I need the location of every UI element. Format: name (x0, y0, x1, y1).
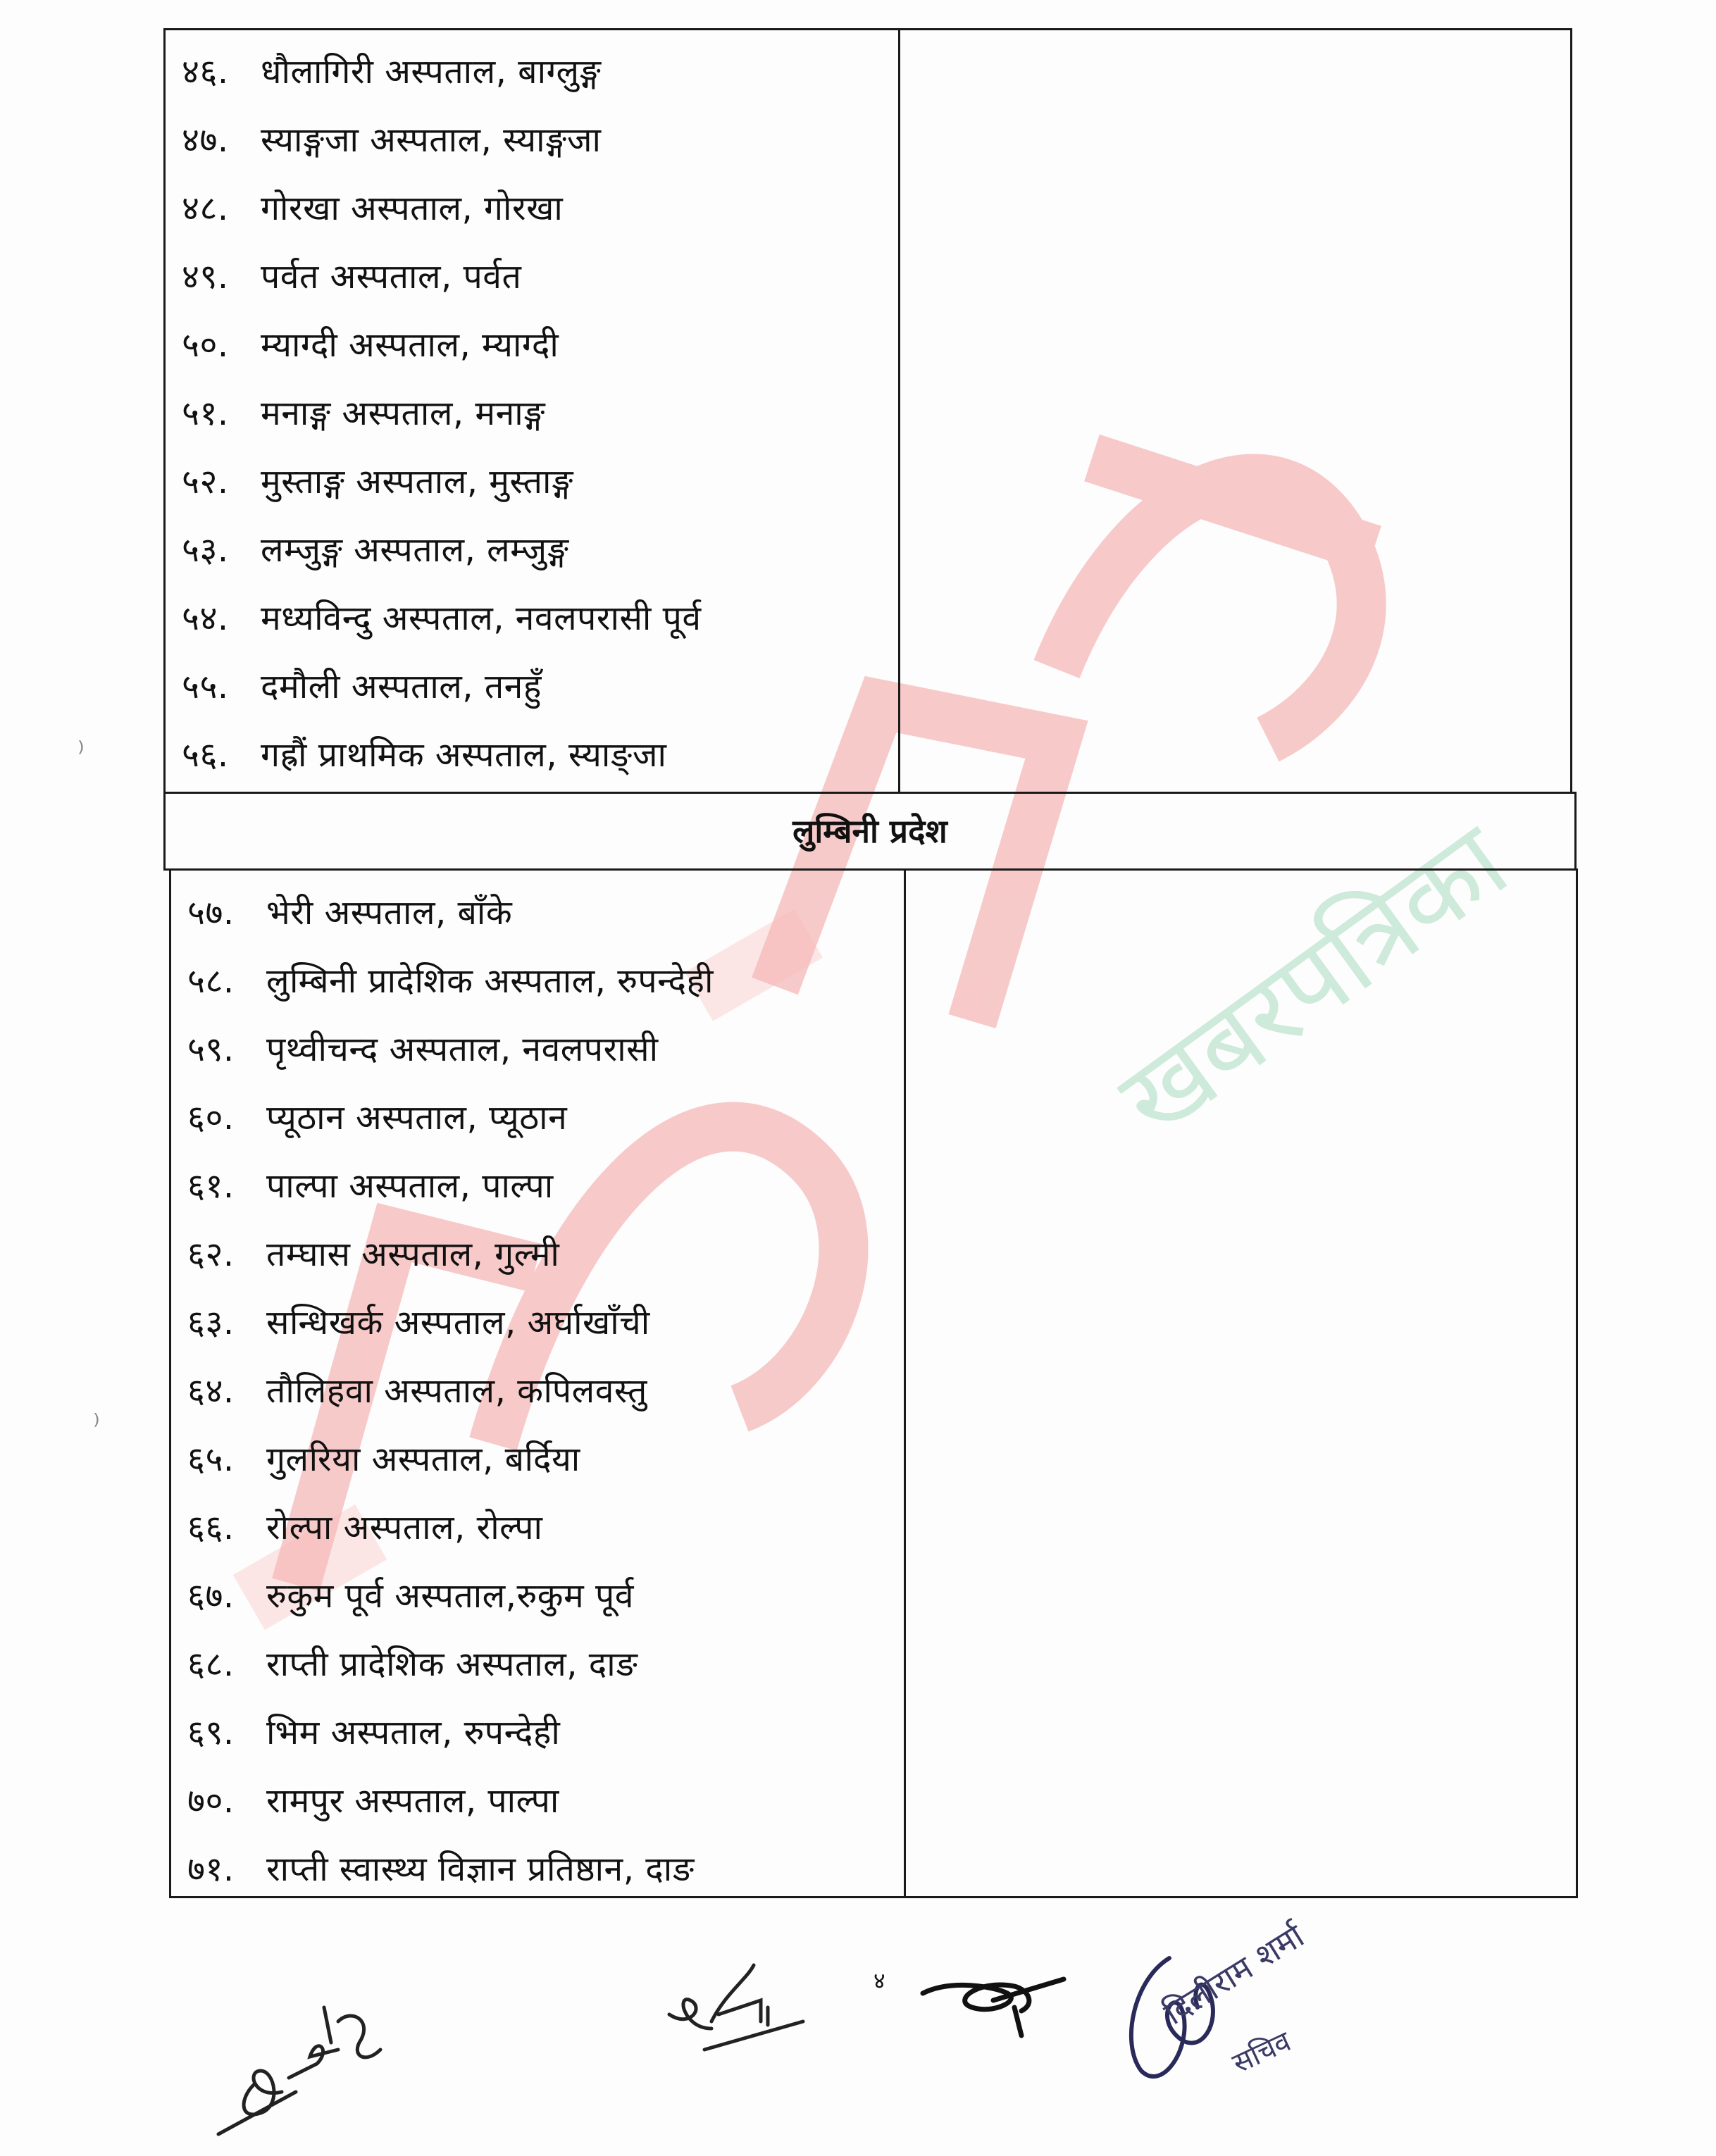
item-text: प्यूठान अस्पताल, प्यूठान (266, 1098, 568, 1138)
item-text: म्याग्दी अस्पताल, म्याग्दी (261, 325, 559, 365)
item-number: ५२. (182, 462, 229, 501)
list-item (182, 311, 702, 380)
item-text: राप्ती स्वास्थ्य विज्ञान प्रतिष्ठान, दाङ (266, 1850, 695, 1889)
list-item (182, 380, 702, 448)
item-text: मनाङ्ग अस्पताल, मनाङ्ग (261, 394, 546, 433)
item-number: ५०. (182, 325, 229, 365)
item-number: ४९. (182, 257, 229, 297)
signature-1 (211, 1979, 409, 2148)
item-text: राप्ती प्रादेशिक अस्पताल, दाङ (266, 1645, 638, 1684)
list-item (187, 1494, 714, 1562)
list-item (182, 175, 702, 243)
list-item (187, 1836, 714, 1904)
province-heading: लुम्बिनी प्रदेश (792, 812, 947, 850)
list-item (182, 448, 702, 516)
item-number: ६२. (187, 1235, 235, 1274)
item-number: ७१. (187, 1850, 235, 1889)
list-item (187, 1152, 714, 1221)
list-item (187, 947, 714, 1016)
item-text: रोल्पा अस्पताल, रोल्पा (266, 1508, 543, 1547)
item-number: ५५. (182, 667, 229, 706)
item-text: गुलरिया अस्पताल, बर्दिया (266, 1440, 580, 1479)
item-number: ७०. (187, 1781, 235, 1821)
signatory-name: दिलीराम शर्मा (1157, 1917, 1311, 2033)
column-divider (904, 871, 906, 1896)
list-item (182, 243, 702, 311)
item-number: ५६. (182, 735, 229, 775)
list-item (182, 106, 702, 175)
item-text: रामपुर अस्पताल, पाल्पा (266, 1781, 559, 1821)
item-number: ६१. (187, 1166, 235, 1206)
signature-3 (909, 1965, 1071, 2043)
list-item (182, 653, 702, 721)
item-number: ४७. (182, 120, 229, 160)
item-text: गह्रौं प्राथमिक अस्पताल, स्याङ्जा (261, 735, 667, 775)
item-text: तौलिहवा अस्पताल, कपिलवस्तु (266, 1371, 647, 1411)
item-number: ४८. (182, 189, 229, 228)
item-number: ६५. (187, 1440, 235, 1479)
list-item (187, 1631, 714, 1699)
item-text: भेरी अस्पताल, बाँके (266, 893, 513, 933)
list-item (187, 1426, 714, 1494)
item-number: ५३. (182, 530, 229, 570)
item-text: लम्जुङ्ग अस्पताल, लम्जुङ्ग (261, 530, 569, 570)
hospital-list-1 (182, 38, 702, 790)
column-divider (898, 30, 900, 792)
item-number: ६७. (187, 1576, 235, 1616)
item-text: लुम्बिनी प्रादेशिक अस्पताल, रुपन्देही (266, 961, 714, 1001)
item-text: मध्यविन्दु अस्पताल, नवलपरासी पूर्व (261, 599, 702, 638)
item-text: पृथ्वीचन्द अस्पताल, नवलपरासी (266, 1030, 659, 1069)
list-item (187, 1289, 714, 1357)
list-item (187, 1084, 714, 1152)
province-heading-row (163, 792, 1577, 871)
page-number: ४ (873, 1967, 885, 1994)
hospital-list-2 (187, 879, 714, 1904)
item-number: ६४. (187, 1371, 235, 1411)
item-number: ६८. (187, 1645, 235, 1684)
list-item (187, 1221, 714, 1289)
list-item (187, 879, 714, 947)
item-text: तम्घास अस्पताल, गुल्मी (266, 1235, 560, 1274)
item-number: ६६. (187, 1508, 235, 1547)
item-text: सन्धिखर्क अस्पताल, अर्घाखाँची (266, 1303, 650, 1342)
signature-2 (662, 1951, 817, 2064)
watermark-green-text: खबरपत्रिका (1098, 801, 1530, 1162)
item-number: ६०. (187, 1098, 235, 1138)
item-number: ५१. (182, 394, 229, 433)
item-text: गोरखा अस्पताल, गोरखा (261, 189, 564, 228)
item-text: मुस्ताङ्ग अस्पताल, मुस्ताङ्ग (261, 462, 573, 501)
item-text: पाल्पा अस्पताल, पाल्पा (266, 1166, 554, 1206)
list-item (182, 585, 702, 653)
item-number: ४६. (182, 52, 229, 92)
item-number: ५४. (182, 599, 229, 638)
item-number: ५९. (187, 1030, 235, 1069)
item-number: ६३. (187, 1303, 235, 1342)
list-item (182, 516, 702, 585)
list-item (187, 1699, 714, 1767)
item-text: रुकुम पूर्व अस्पताल,रुकुम पूर्व (266, 1576, 634, 1616)
list-item (182, 721, 702, 790)
list-item (187, 1562, 714, 1631)
item-text: पर्वत अस्पताल, पर्वत (261, 257, 522, 297)
item-number: ५७. (187, 893, 235, 933)
signatory-title: सचिव (1227, 2025, 1296, 2081)
item-text: भिम अस्पताल, रुपन्देही (266, 1713, 561, 1752)
list-item (187, 1357, 714, 1426)
item-text: दमौली अस्पताल, तनहुँ (261, 667, 542, 706)
list-item (182, 38, 702, 106)
item-number: ५८. (187, 961, 235, 1001)
item-number: ६९. (187, 1713, 235, 1752)
margin-mark: ⁾ (93, 1409, 100, 1441)
item-text: धौलागिरी अस्पताल, बाग्लुङ्ग (261, 52, 602, 92)
margin-mark: ⁾ (77, 736, 85, 768)
item-text: स्याङ्गजा अस्पताल, स्याङ्गजा (261, 120, 602, 160)
list-item (187, 1767, 714, 1836)
list-item (187, 1016, 714, 1084)
